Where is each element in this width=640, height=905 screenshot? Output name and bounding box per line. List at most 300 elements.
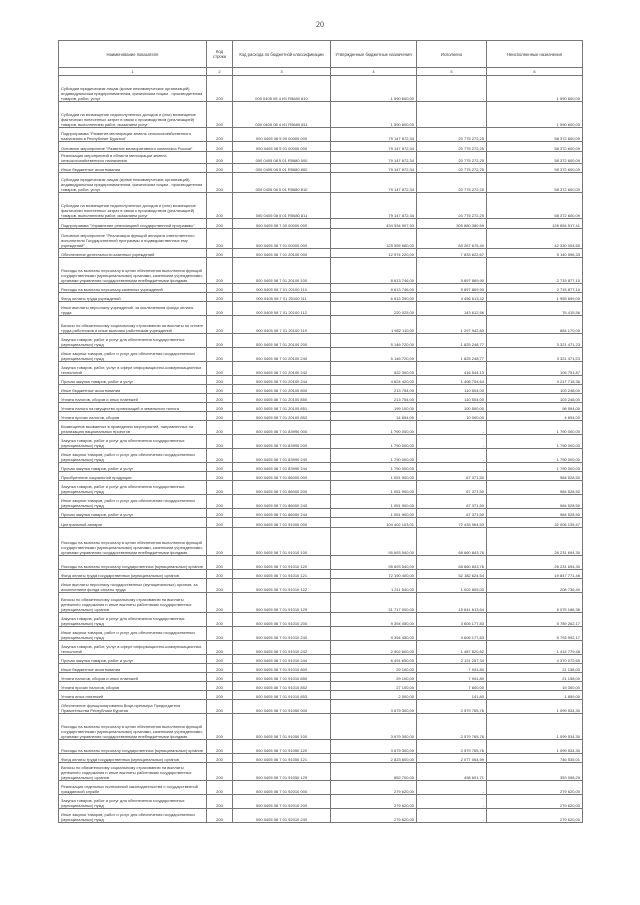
row-kbk-code: 000 0405 08 7 01 86000 244 (233, 509, 331, 518)
row-executed-amount: 68 660 843,76 (417, 528, 487, 556)
row-unexecuted-amount: 1 590 600,00 (487, 102, 583, 128)
table-row (59, 173, 583, 193)
row-executed-amount: 143 612,56 (417, 302, 487, 316)
row-executed-amount: 1 487 820,82 (417, 641, 487, 655)
row-line-code: 200 (207, 655, 233, 664)
table-row (59, 763, 583, 781)
row-executed-amount: 498 601,71 (417, 763, 487, 781)
row-approved-amount: 5 146 720,00 (331, 348, 417, 362)
row-approved-amount: 2 902 600,00 (331, 641, 417, 655)
row-unexecuted-amount: 1 099 534,30 (487, 700, 583, 714)
table-row (59, 394, 583, 403)
row-unexecuted-amount: 353 098,29 (487, 763, 583, 781)
header-approved-appropriations: Утвержденные бюджетные назначения (331, 41, 417, 68)
row-name: Расходы на выплаты персоналу в целях обеспечения выполнения функций государственными (муниципальными) органами, казенными учреждениями, органами управления государственными внебюджетными фондами (59, 714, 207, 740)
row-unexecuted-amount: 2 715 877,10 (487, 258, 583, 284)
row-kbk-code: 000 0405 08 7 01 20100 112 (233, 302, 331, 316)
row-kbk-code: 000 0405 08 7 01 86000 000 (233, 472, 331, 481)
row-name: Иные закупки товаров, работ и услуг для обеспечения государственных (муниципальных) нужд (59, 627, 207, 641)
row-name: Уплата прочих налогов, сборов (59, 412, 207, 421)
row-executed-amount: 67 371,50 (417, 472, 487, 481)
table-row (59, 579, 583, 593)
row-name: Подпрограмма "Развитие мелиорации земель сельскохозяйственного назначения в Республике Бурятия" (59, 128, 207, 142)
row-approved-amount: 9 394 450,00 (331, 613, 417, 627)
table-row (59, 593, 583, 613)
row-name: Основное мероприятие "Реализация функций аппарата ответственного исполнителя Государственной программы и подведомственных ему учреждений" (59, 229, 207, 249)
header-line-code: Код строки (207, 41, 233, 68)
row-unexecuted-amount: 1 955 699,00 (487, 293, 583, 302)
row-executed-amount: 20 775 272,25 (417, 128, 487, 142)
row-approved-amount: 213 754,00 (331, 394, 417, 403)
row-approved-amount: 220 025,00 (331, 302, 417, 316)
header-budget-classification-code: Код расхода по бюджетной классификации (233, 41, 331, 68)
row-kbk-code: 000 0405 08 7 01 91010 800 (233, 664, 331, 673)
row-kbk-code: 000 0405 08 4 И1 R5680 810 (233, 76, 331, 102)
row-approved-amount: 95 693 540,00 (331, 528, 417, 556)
row-executed-amount: - (417, 449, 487, 463)
row-line-code: 200 (207, 334, 233, 348)
row-executed-amount: 1 825 248,77 (417, 334, 487, 348)
row-unexecuted-amount: 984 528,50 (487, 509, 583, 518)
row-line-code: 200 (207, 142, 233, 152)
row-unexecuted-amount: 5 140 596,33 (487, 249, 583, 258)
row-executed-amount: - (417, 795, 487, 809)
row-approved-amount: 79 147 872,34 (331, 193, 417, 219)
row-approved-amount: 79 147 872,34 (331, 152, 417, 164)
row-name: Субсидии юридическим лицам (кроме некоммерческих организаций), индивидуальным предпринимателям, физическим лицам - производителям товаров, работ, услуг (59, 76, 207, 102)
row-executed-amount: 10 000,00 (417, 412, 487, 421)
header-unexecuted: Неисполненные назначения (487, 41, 583, 68)
row-line-code: 200 (207, 495, 233, 509)
row-executed-amount: 110 504,00 (417, 394, 487, 403)
table-row (59, 102, 583, 128)
row-name: Иные бюджетные ассигнования (59, 164, 207, 173)
row-unexecuted-amount: 1 790 000,00 (487, 421, 583, 435)
row-kbk-code: 000 0405 08 7 01 20100 850 (233, 394, 331, 403)
row-unexecuted-amount: 128 654 517,41 (487, 219, 583, 229)
column-number: 6 (487, 68, 583, 76)
row-name: Иные выплаты персоналу государственных (муниципальных) органов, за исключением фонда оплаты труда (59, 579, 207, 593)
table-row (59, 219, 583, 229)
row-executed-amount: 305 880 380,59 (417, 219, 487, 229)
row-executed-amount: 416 544,13 (417, 362, 487, 376)
row-line-code: 200 (207, 754, 233, 763)
row-line-code: 200 (207, 627, 233, 641)
row-kbk-code: 000 0405 08 7 01 20100 000 (233, 249, 331, 258)
row-name: Расходы на выплаты персоналу в целях обеспечения выполнения функций государственными (муниципальными) органами, казенными учреждениями, органами управления государственными внебюджетными фондами (59, 528, 207, 556)
row-kbk-code: 000 0405 08 7 01 83990 000 (233, 421, 331, 435)
row-executed-amount: - (417, 435, 487, 449)
row-line-code: 200 (207, 518, 233, 528)
row-approved-amount: 1 051 900,00 (331, 509, 417, 518)
row-approved-amount: 27 100,00 (331, 682, 417, 691)
row-executed-amount: 2 579 765,76 (417, 700, 487, 714)
row-executed-amount: 15 641 613,64 (417, 593, 487, 613)
row-unexecuted-amount: 746 535,01 (487, 754, 583, 763)
row-line-code: 200 (207, 229, 233, 249)
row-approved-amount: 3 679 300,00 (331, 700, 417, 714)
row-kbk-code: 000 0405 08 7 01 92010 000 (233, 781, 331, 795)
row-approved-amount: 29 100,00 (331, 664, 417, 673)
row-executed-amount: 4 456 613,42 (417, 293, 487, 302)
row-unexecuted-amount: 684 170,00 (487, 316, 583, 334)
row-approved-amount: 1 051 900,00 (331, 495, 417, 509)
row-unexecuted-amount: 984 528,50 (487, 495, 583, 509)
table-row (59, 293, 583, 302)
row-kbk-code: 000 0405 08 7 01 20100 200 (233, 334, 331, 348)
row-approved-amount: 79 147 872,34 (331, 164, 417, 173)
table-row (59, 403, 583, 412)
row-line-code: 200 (207, 76, 233, 102)
table-row (59, 472, 583, 481)
row-line-code: 200 (207, 412, 233, 421)
row-name: Взносы по обязательному социальному страхованию на выплаты денежного содержания и иные выплаты работникам государственных (муниципальных) органов (59, 763, 207, 781)
row-unexecuted-amount: 1 414 779,48 (487, 641, 583, 655)
row-kbk-code: 000 0405 08 5 01 R5680 000 (233, 152, 331, 164)
table-row (59, 193, 583, 219)
row-unexecuted-amount: 26 231 694,30 (487, 556, 583, 570)
row-executed-amount: - (417, 781, 487, 795)
row-approved-amount: 6 491 650,00 (331, 655, 417, 664)
table-row (59, 348, 583, 362)
row-name: Уплата прочих налогов, сборов (59, 682, 207, 691)
row-approved-amount: 434 534 907,93 (331, 219, 417, 229)
row-executed-amount: 7 941,80 (417, 664, 487, 673)
row-executed-amount: 72 433 964,53 (417, 518, 487, 528)
row-executed-amount: 67 371,50 (417, 495, 487, 509)
row-executed-amount: 3 606 177,83 (417, 627, 487, 641)
row-approved-amount: 279 620,00 (331, 809, 417, 823)
row-approved-amount: 14 654,00 (331, 412, 417, 421)
row-unexecuted-amount: 58 372 600,09 (487, 164, 583, 173)
table-row (59, 284, 583, 293)
row-executed-amount: 83 267 675,40 (417, 229, 487, 249)
column-number: 5 (417, 68, 487, 76)
row-kbk-code: 000 0405 08 7 01 91010 244 (233, 655, 331, 664)
table-row (59, 518, 583, 528)
row-line-code: 200 (207, 316, 233, 334)
row-name: Иные закупки товаров, работ и услуг для обеспечения государственных (муниципальных) нужд (59, 348, 207, 362)
column-number-row (59, 68, 583, 76)
row-line-code: 200 (207, 781, 233, 795)
row-name: Реализация отдельных полномочий законодательства о государственной гражданской службе (59, 781, 207, 795)
row-line-code: 200 (207, 809, 233, 823)
row-line-code: 200 (207, 463, 233, 472)
row-approved-amount: 29 100,00 (331, 673, 417, 682)
row-unexecuted-amount: 1 790 000,00 (487, 435, 583, 449)
row-line-code: 200 (207, 740, 233, 754)
row-line-code: 200 (207, 193, 233, 219)
header-executed: Исполнено (417, 41, 487, 68)
row-name: Прочая закупка товаров, работ и услуг (59, 463, 207, 472)
row-approved-amount: 4 624 420,00 (331, 376, 417, 385)
row-name: Прочая закупка товаров, работ и услуг (59, 376, 207, 385)
row-approved-amount: 1 051 900,00 (331, 472, 417, 481)
row-kbk-code: 000 0405 08 7 01 91010 120 (233, 556, 331, 570)
row-name: Иные бюджетные ассигнования (59, 664, 207, 673)
row-line-code: 200 (207, 795, 233, 809)
row-name: Уплата налогов, сборов и иных платежей (59, 394, 207, 403)
row-kbk-code: 000 0405 08 7 00 00000 000 (233, 219, 331, 229)
row-name: Прочая закупка товаров, работ и услуг (59, 655, 207, 664)
row-kbk-code: 000 0405 08 4 И1 R5680 811 (233, 102, 331, 128)
row-line-code: 200 (207, 700, 233, 714)
row-executed-amount: - (417, 102, 487, 128)
row-executed-amount: 7 800,00 (417, 682, 487, 691)
row-name: Закупка товаров, работ и услуг для обеспечения государственных (муниципальных) нужд (59, 613, 207, 627)
table-row (59, 556, 583, 570)
table-row (59, 362, 583, 376)
table-row (59, 691, 583, 700)
table-body (59, 76, 583, 823)
row-unexecuted-amount: 3 321 471,23 (487, 334, 583, 348)
row-line-code: 200 (207, 664, 233, 673)
table-row (59, 142, 583, 152)
row-line-code: 200 (207, 376, 233, 385)
row-line-code: 200 (207, 394, 233, 403)
row-approved-amount: 9 394 450,00 (331, 627, 417, 641)
row-line-code: 200 (207, 682, 233, 691)
row-kbk-code: 000 0405 08 7 01 91010 240 (233, 627, 331, 641)
table-row (59, 258, 583, 284)
row-kbk-code: 000 0405 08 7 01 91010 129 (233, 593, 331, 613)
row-kbk-code: 000 0405 08 5 00 00000 000 (233, 128, 331, 142)
table-row (59, 682, 583, 691)
row-approved-amount: 522 300,00 (331, 362, 417, 376)
row-unexecuted-amount: 32 006 135,47 (487, 518, 583, 528)
row-executed-amount: 2 579 765,76 (417, 740, 487, 754)
table-row (59, 700, 583, 714)
table-row (59, 754, 583, 763)
row-kbk-code: 000 0405 08 7 01 91010 122 (233, 579, 331, 593)
row-unexecuted-amount: 3 217 715,36 (487, 376, 583, 385)
row-approved-amount: 1 982 110,00 (331, 316, 417, 334)
row-name: Закупка товаров, работ, услуг в сфере информационно-коммуникационных технологий (59, 641, 207, 655)
row-approved-amount: 104 402 103,01 (331, 518, 417, 528)
row-executed-amount: 52 182 624,54 (417, 570, 487, 579)
row-name: Иные закупки товаров, работ и услуг для обеспечения государственных (муниципальных) нужд (59, 449, 207, 463)
row-line-code: 200 (207, 556, 233, 570)
table-row (59, 76, 583, 102)
row-unexecuted-amount: 3 321 471,23 (487, 348, 583, 362)
row-approved-amount: 1 790 000,00 (331, 463, 417, 472)
row-executed-amount: 20 775 272,25 (417, 164, 487, 173)
row-unexecuted-amount: 984 528,50 (487, 481, 583, 495)
row-unexecuted-amount: 21 158,00 (487, 673, 583, 682)
row-unexecuted-amount: 4 370 072,69 (487, 655, 583, 664)
row-approved-amount: 1 590 600,00 (331, 102, 417, 128)
row-approved-amount: 279 620,00 (331, 795, 417, 809)
row-approved-amount: 1 211 540,00 (331, 579, 417, 593)
row-line-code: 200 (207, 258, 233, 284)
row-unexecuted-amount: 279 620,00 (487, 809, 583, 823)
row-line-code: 200 (207, 249, 233, 258)
row-unexecuted-amount: 6 075 186,36 (487, 593, 583, 613)
row-name: Расходы на выплаты персоналу казенных учреждений (59, 284, 207, 293)
row-kbk-code: 000 0405 08 7 01 20100 852 (233, 412, 331, 421)
row-unexecuted-amount: 76 415,56 (487, 302, 583, 316)
row-unexecuted-amount: 98 594,00 (487, 403, 583, 412)
row-line-code: 200 (207, 348, 233, 362)
row-name: Уплата налогов, сборов и иных платежей (59, 673, 207, 682)
row-unexecuted-amount: 19 847 771,46 (487, 570, 583, 579)
row-line-code: 200 (207, 593, 233, 613)
row-name: Центральный аппарат (59, 518, 207, 528)
row-unexecuted-amount: 1 859,00 (487, 691, 583, 700)
table-row (59, 528, 583, 556)
row-kbk-code: 000 0405 08 7 01 91050 100 (233, 714, 331, 740)
row-line-code: 200 (207, 613, 233, 627)
row-line-code: 200 (207, 421, 233, 435)
row-unexecuted-amount: 103 248,00 (487, 394, 583, 403)
row-executed-amount: 68 660 843,76 (417, 556, 487, 570)
row-unexecuted-amount: 26 231 694,30 (487, 528, 583, 556)
row-kbk-code: 000 0405 08 7 01 91050 120 (233, 740, 331, 754)
row-approved-amount: 1 790 000,00 (331, 449, 417, 463)
row-line-code: 200 (207, 102, 233, 128)
row-unexecuted-amount: 1 790 000,00 (487, 449, 583, 463)
row-executed-amount: 1 002 805,00 (417, 579, 487, 593)
column-number: 4 (331, 68, 417, 76)
budget-execution-table (58, 40, 583, 823)
table-row (59, 495, 583, 509)
row-kbk-code: 000 0405 08 7 01 91010 242 (233, 641, 331, 655)
row-executed-amount: 20 775 272,25 (417, 152, 487, 164)
row-name: Иные выплаты персоналу учреждений, за исключением фонда оплаты труда (59, 302, 207, 316)
row-name: Фонд оплаты труда учреждений (59, 293, 207, 302)
row-unexecuted-amount: 58 372 600,09 (487, 142, 583, 152)
row-line-code: 200 (207, 641, 233, 655)
row-executed-amount: 2 579 765,76 (417, 714, 487, 740)
row-kbk-code: 000 0405 08 7 01 20100 111 (233, 293, 331, 302)
row-unexecuted-amount: 42 330 004,60 (487, 229, 583, 249)
row-name: Взносы по обязательному социальному страхованию на выплаты по оплате труда работников и иные выплаты работникам учреждений (59, 316, 207, 334)
row-line-code: 200 (207, 362, 233, 376)
row-name: Возмещение вызванных в проведении мероприятий, направленных на реализацию национальных проектов (59, 421, 207, 435)
table-row (59, 385, 583, 394)
row-unexecuted-amount: 984 528,50 (487, 472, 583, 481)
table-row (59, 376, 583, 385)
column-number: 1 (59, 68, 207, 76)
table-row (59, 641, 583, 655)
row-unexecuted-amount: 1 590 600,00 (487, 76, 583, 102)
row-kbk-code: 000 0405 08 7 01 91010 121 (233, 570, 331, 579)
row-kbk-code: 000 0405 08 7 01 91010 853 (233, 691, 331, 700)
row-approved-amount: 3 679 300,00 (331, 714, 417, 740)
table-row (59, 714, 583, 740)
row-name: Фонд оплаты труда государственных (муниципальных) органов (59, 754, 207, 763)
table-row (59, 128, 583, 142)
row-executed-amount: 3 605 177,83 (417, 613, 487, 627)
row-unexecuted-amount: 5 793 992,17 (487, 627, 583, 641)
table-row (59, 421, 583, 435)
row-kbk-code: 000 0405 08 5 01 R5680 811 (233, 193, 331, 219)
header-indicator-name: Наименование показателя (59, 41, 207, 68)
table-row (59, 795, 583, 809)
row-name: Расходы на выплаты персоналу государственных (муниципальных) органов (59, 740, 207, 754)
row-kbk-code: 000 0405 08 7 01 00000 000 (233, 229, 331, 249)
row-name: Реализация мероприятий в области мелиорации земель сельскохозяйственного назначения (59, 152, 207, 164)
row-executed-amount: - (417, 463, 487, 472)
row-name: Субсидии на возмещение недополученных доходов и (или) возмещение фактически понесенных затрат в связи с производством (реализацией) товаров, выполнением работ, оказанием услуг (59, 102, 207, 128)
row-kbk-code: 000 0405 08 7 01 91010 200 (233, 613, 331, 627)
row-approved-amount: 2 000,00 (331, 691, 417, 700)
row-kbk-code: 000 0405 08 7 01 91050 000 (233, 700, 331, 714)
row-unexecuted-amount: 279 620,00 (487, 781, 583, 795)
row-name: Расходы на выплаты персоналу в целях обеспечения выполнения функций государственными (муниципальными) органами, казенными учреждениями, органами управления государственными внебюджетными фондами (59, 258, 207, 284)
row-approved-amount: 3 679 300,00 (331, 740, 417, 754)
row-executed-amount: 67 371,50 (417, 509, 487, 518)
table-row (59, 152, 583, 164)
row-executed-amount: - (417, 809, 487, 823)
row-unexecuted-amount: 279 620,00 (487, 795, 583, 809)
row-kbk-code: 000 0405 08 7 01 83990 200 (233, 435, 331, 449)
row-executed-amount: 7 833 622,67 (417, 249, 487, 258)
row-approved-amount: 2 823 600,00 (331, 754, 417, 763)
row-unexecuted-amount: 19 300,00 (487, 682, 583, 691)
row-line-code: 200 (207, 164, 233, 173)
row-line-code: 200 (207, 763, 233, 781)
row-approved-amount: 199 100,00 (331, 403, 417, 412)
row-name: Закупка товаров, работ и услуг для обеспечения государственных (муниципальных) нужд (59, 795, 207, 809)
row-unexecuted-amount: 21 158,00 (487, 664, 583, 673)
table-row (59, 249, 583, 258)
row-kbk-code: 000 0405 08 7 01 20100 119 (233, 316, 331, 334)
table-row (59, 316, 583, 334)
table-row (59, 809, 583, 823)
table-row (59, 449, 583, 463)
row-executed-amount: 20 775 272,25 (417, 142, 487, 152)
row-kbk-code: 000 0405 08 7 01 20100 240 (233, 348, 331, 362)
row-unexecuted-amount: 58 372 600,09 (487, 128, 583, 142)
row-executed-amount: 2 077 064,99 (417, 754, 487, 763)
row-unexecuted-amount: 58 372 600,09 (487, 173, 583, 193)
row-kbk-code: 000 0405 08 7 01 92010 240 (233, 809, 331, 823)
row-approved-amount: 21 717 000,00 (331, 593, 417, 613)
row-unexecuted-amount: 58 372 600,09 (487, 152, 583, 164)
table-row (59, 570, 583, 579)
row-unexecuted-amount: 5 789 262,17 (487, 613, 583, 627)
row-name: Иные закупки товаров, работ и услуг для обеспечения государственных (муниципальных) нужд (59, 495, 207, 509)
table-row (59, 664, 583, 673)
row-name: Основное мероприятие "Развитие мелиоративного комплекса России" (59, 142, 207, 152)
table-row (59, 740, 583, 754)
row-name: Субсидии юридическим лицам (кроме некоммерческих организаций), индивидуальным предпринимателям, физическим лицам - производителям товаров, работ, услуг (59, 173, 207, 193)
row-kbk-code: 000 0405 08 7 01 91010 852 (233, 682, 331, 691)
row-name: Подпрограмма "Управление реализацией государственной программы" (59, 219, 207, 229)
row-kbk-code: 000 0405 08 7 01 20100 242 (233, 362, 331, 376)
column-number: 2 (207, 68, 233, 76)
row-executed-amount: - (417, 421, 487, 435)
row-name: Уплата иных платежей (59, 691, 207, 700)
row-unexecuted-amount: 4 654,00 (487, 412, 583, 421)
row-executed-amount: 1 297 942,80 (417, 316, 487, 334)
row-executed-amount: 5 897 869,90 (417, 258, 487, 284)
row-approved-amount: 213 754,00 (331, 385, 417, 394)
table-row (59, 655, 583, 664)
row-name: Закупка товаров, работ и услуг для обеспечения государственных (муниципальных) нужд (59, 435, 207, 449)
row-approved-amount: 852 700,00 (331, 763, 417, 781)
row-unexecuted-amount: 208 736,40 (487, 579, 583, 593)
row-approved-amount: 279 620,00 (331, 781, 417, 795)
row-kbk-code: 000 0405 08 7 01 20100 244 (233, 376, 331, 385)
row-unexecuted-amount: 103 248,00 (487, 385, 583, 394)
row-name: Приобретение социальной продукции (59, 472, 207, 481)
row-name: Взносы по обязательному социальному страхованию на выплаты денежного содержания и иные выплаты работникам государственных (муниципальных) органов (59, 593, 207, 613)
row-line-code: 200 (207, 293, 233, 302)
row-executed-amount: 5 897 869,90 (417, 284, 487, 293)
row-name: Закупка товаров, работ и услуг для обеспечения государственных (муниципальных) нужд (59, 334, 207, 348)
